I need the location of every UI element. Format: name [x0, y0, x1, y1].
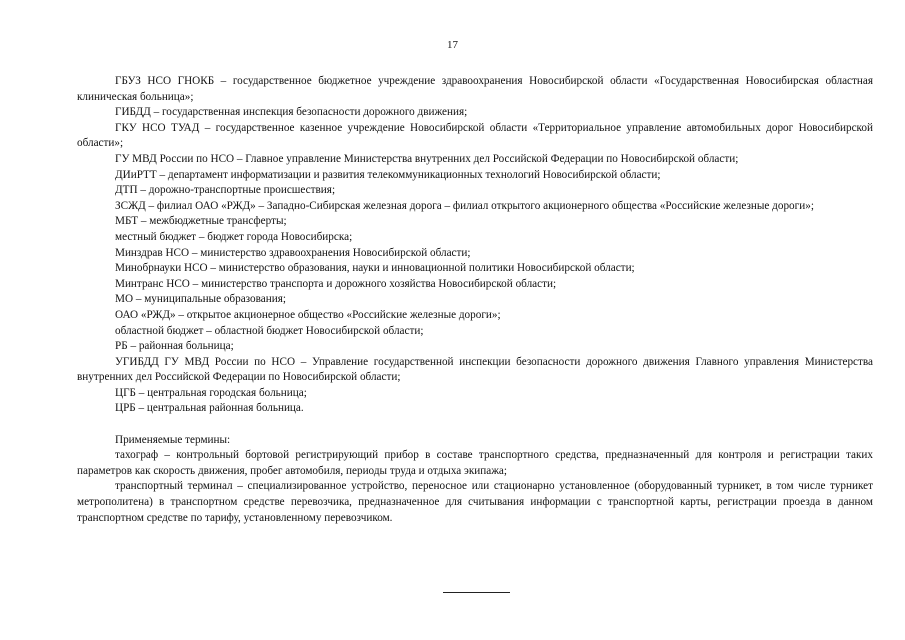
- abbreviation-entry: МО – муниципальные образования;: [115, 293, 286, 306]
- term-definition: транспортный терминал – специализированное устройство, переносное или стационарно установленное (оборудованный турникет, в том числе турникет метрополитена) в транспортном средстве перевозчика, предназначенное для считывания информации с транспортной карты, регистрации проезда в данном транспортном средстве по тарифу, установленному перевозчиком.: [77, 480, 873, 524]
- abbreviation-entry: ЗСЖД – филиал ОАО «РЖД» – Западно-Сибирская железная дорога – филиал открытого акционерного общества «Российские железные дороги»;: [115, 199, 814, 212]
- abbreviation-entry: ГБУЗ НСО ГНОКБ – государственное бюджетное учреждение здравоохранения Новосибирской области «Государственная Новосибирская областная клиническая больница»;: [77, 75, 873, 103]
- abbreviation-entry: областной бюджет – областной бюджет Новосибирской области;: [115, 324, 424, 337]
- abbreviation-entry: Минобрнауки НСО – министерство образования, науки и инновационной политики Новосибирской области;: [115, 262, 635, 275]
- abbreviation-entry: ГКУ НСО ТУАД – государственное казенное учреждение Новосибирской области «Территориальное управление автомобильных дорог Новосибирской области»;: [77, 121, 873, 150]
- page-number: 17: [447, 39, 458, 51]
- abbreviation-entry: ЦГБ – центральная городская больница;: [115, 386, 307, 399]
- paragraph-gap: [77, 417, 873, 433]
- abbreviation-entry: МБТ – межбюджетные трансферты;: [115, 215, 287, 228]
- abbreviation-entry: ДИиРТТ – департамент информатизации и развития телекоммуникационных технологий Новосибирской области;: [115, 168, 661, 181]
- abbreviation-entry: Минтранс НСО – министерство транспорта и дорожного хозяйства Новосибирской области;: [115, 277, 557, 290]
- abbreviation-entry: местный бюджет – бюджет города Новосибирска;: [115, 230, 353, 243]
- abbreviation-entry: ГУ МВД России по НСО – Главное управление Министерства внутренних дел Российской Федерации по Новосибирской области;: [115, 152, 739, 165]
- abbreviation-entry: ОАО «РЖД» – открытое акционерное общество «Российские железные дороги»;: [115, 308, 501, 321]
- abbreviation-entry: РБ – районная больница;: [115, 340, 234, 353]
- abbreviation-entry: Минздрав НСО – министерство здравоохранения Новосибирской области;: [115, 246, 471, 259]
- abbreviation-entry: ЦРБ – центральная районная больница.: [115, 402, 304, 415]
- terms-heading: Применяемые термины:: [115, 433, 231, 446]
- abbreviation-entry: УГИБДД ГУ МВД России по НСО – Управление государственной инспекции безопасности дорожного движения Главного управления Министерства внутренних дел Российской Федерации по Новосибирской области;: [77, 355, 873, 384]
- footnote-separator: [443, 592, 510, 593]
- abbreviation-entry: ГИБДД – государственная инспекция безопасности дорожного движения;: [115, 106, 468, 119]
- term-definition: тахограф – контрольный бортовой регистрирующий прибор в составе транспортного средства, предназначенный для контроля и регистрации таких параметров как скорость движения, пробег автомобиля, периоды труда и отдыха экипажа;: [77, 449, 873, 477]
- document-body: [77, 74, 873, 526]
- abbreviation-entry: ДТП – дорожно-транспортные происшествия;: [115, 184, 336, 197]
